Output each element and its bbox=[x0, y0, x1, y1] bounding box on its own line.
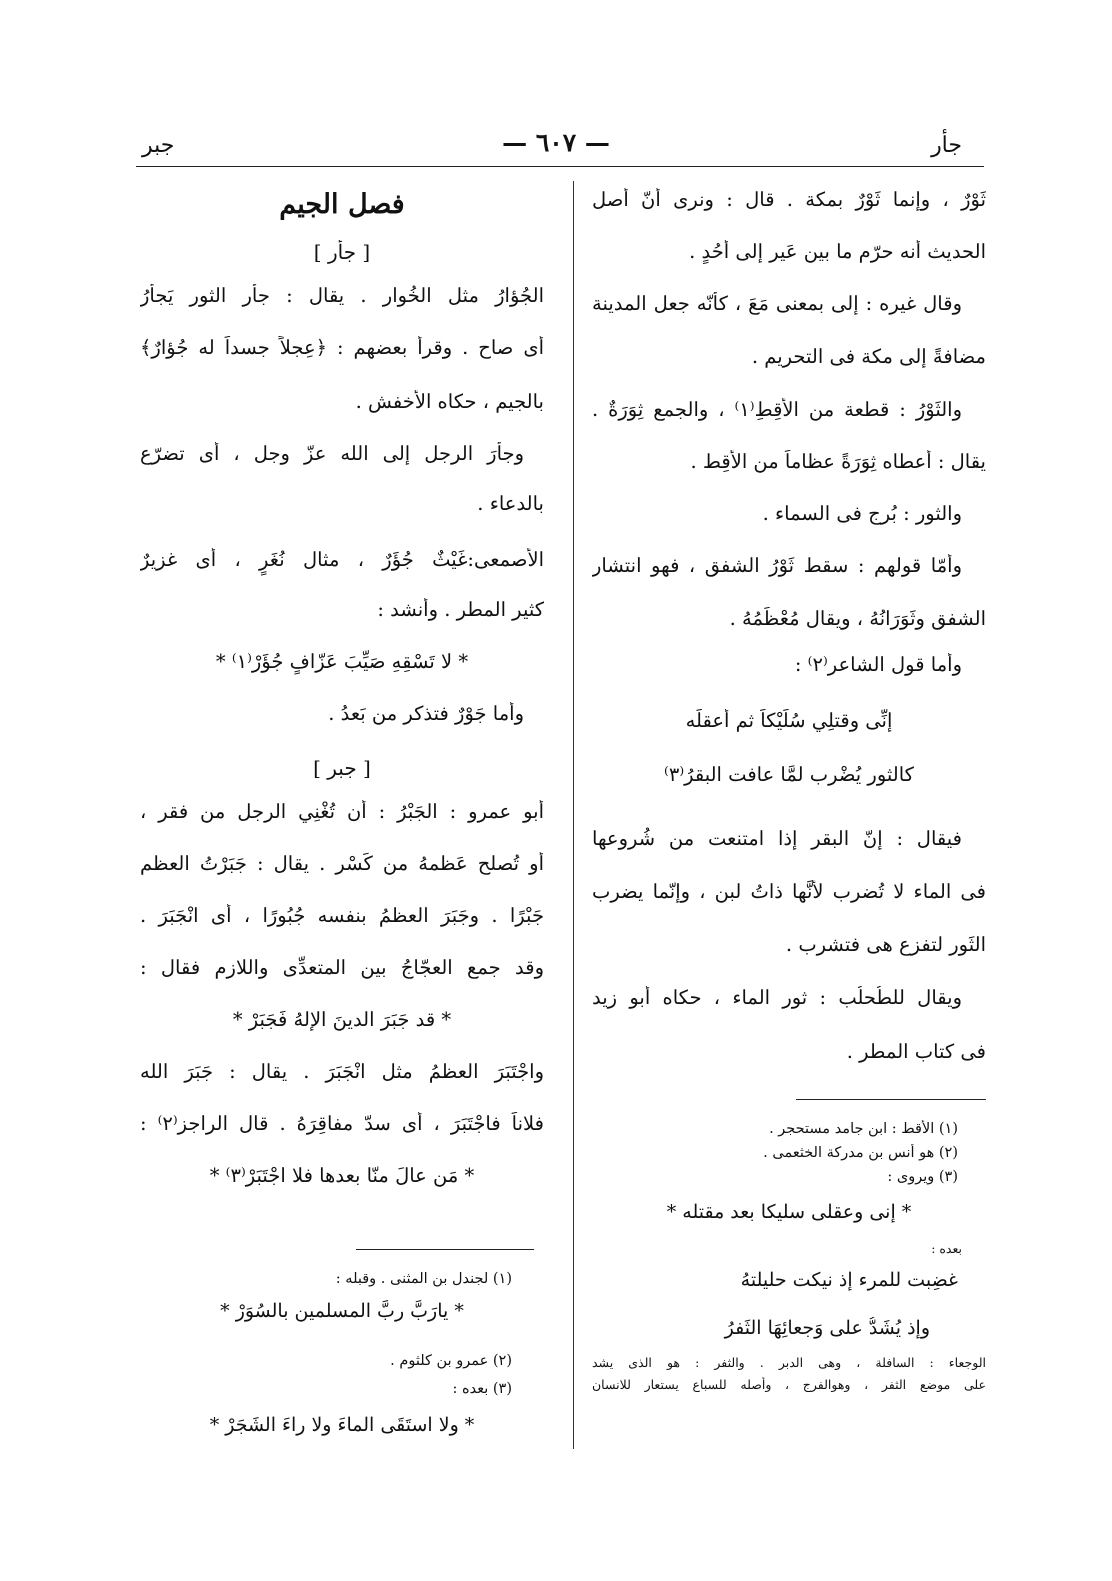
footnote: الوجعاء : السافلة ، وهى الدبر . والثفر : هو الذى يشد bbox=[592, 1355, 986, 1370]
text-line: والثَوْرُ : قطعة من الأَقِطِ⁽١⁾ ، والجمع ثِوَرَةٌ . bbox=[592, 398, 962, 421]
text-line: بالدعاء . bbox=[477, 492, 544, 515]
text-line: أو تُصلح عَظمهُ من كَسْر . يقال : جَبَرْتُ العظم bbox=[140, 852, 544, 875]
text-line: ثَوْرٌ ، وإنما ثَوْرٌ بمكة . قال : ونرى أنّ أصل bbox=[592, 188, 986, 211]
footnote-verse: * إنى وعقلى سليكا بعد مقتله * bbox=[666, 1201, 912, 1223]
text-line: ويقال للطُحلُب : ثور الماء ، حكاه أبو زيد bbox=[592, 986, 962, 1009]
text-line: الجُؤارُ مثل الخُوار . يقال : جأر الثور يَجأَرُ bbox=[140, 284, 544, 307]
text-line: والثور : بُرج فى السماء . bbox=[762, 502, 962, 525]
running-header-left: جبر bbox=[142, 133, 175, 158]
text-line: الشفق وثَوَرَانُهُ ، ويقال مُعْظَمُهُ . bbox=[729, 607, 986, 630]
footnote-rule bbox=[356, 1249, 534, 1250]
text-line: وجأَرَ الرجل إلى الله عزّ وجل ، أى تضرّع bbox=[140, 442, 524, 465]
text-line: جَبْرًا . وجَبَرَ العظمُ بنفسه جُبُورًا ، أى انْجَبَرَ . bbox=[140, 904, 544, 927]
left-footnotes bbox=[140, 1270, 544, 1454]
text-line: الثَور لتفزع هى فتشرب . bbox=[785, 933, 986, 956]
verse-line: * قد جَبَرَ الدينَ الإلهُ فَجَبَرْ * bbox=[232, 1008, 452, 1031]
footnote: بعده : bbox=[931, 1241, 962, 1256]
entry-headword: [ جبر ] bbox=[313, 756, 371, 780]
footnote-verse: غضِبت للمرء إذ نيكت حليلتهُ bbox=[740, 1269, 958, 1291]
text-line: الأصمعى:غَيْثٌ جُؤَرٌ ، مثال نُغَرٍ ، أى غزيرٌ bbox=[140, 548, 544, 571]
footnote: (١) الأقط : ابن جامد مستحجر . bbox=[769, 1121, 958, 1137]
verse-line: * مَن عالَ منّا بعدها فلا اجْتَبَرْ⁽٣⁾ * bbox=[209, 1164, 475, 1187]
text-line: وأمّا قولهم : سقط ثَوْرُ الشفق ، فهو انتشار bbox=[592, 554, 962, 577]
text-line: فلاناً فاجْتَبَرَ ، أى سدّ مفاقِرَهُ . قال الراجز⁽٢⁾ : bbox=[140, 1112, 544, 1135]
text-line: الحديث أنه حرّم ما بين عَير إلى أُحُدٍ . bbox=[689, 240, 986, 263]
text-line: وقد جمع العجّاجُ بين المتعدِّى واللازم فقال : bbox=[140, 956, 544, 979]
header-rule bbox=[136, 166, 984, 167]
section-title: فصل الجيم bbox=[279, 189, 405, 220]
text-line: وأما جَوْرٌ فتذكر من بَعدُ . bbox=[328, 702, 524, 725]
footnote: على موضع الثفر ، وهوالفرج ، وأصله للسباع يستعار للانسان bbox=[592, 1377, 986, 1392]
verse-line: كالثور يُضْرب لمَّا عافت البقرُ⁽٣⁾ bbox=[664, 763, 914, 786]
verse-line: * لا تَسْقِهِ صَيِّبَ عَزّافٍ جُؤَرْ⁽١⁾ * bbox=[215, 650, 469, 673]
footnote: (١) لجندل بن المثنى . وقبله : bbox=[335, 1271, 512, 1287]
text-line: أى صاح . وقرأ بعضهم : ﴿عِجلاً جسداً له جُؤارٌ﴾ bbox=[140, 336, 544, 359]
text-line: بالجيم ، حكاه الأخفش . bbox=[355, 390, 544, 413]
text-line: واجْتَبَرَ العظمُ مثل انْجَبَرَ . يقال : جَبَرَ الله bbox=[140, 1060, 544, 1083]
footnote: (٣) بعده : bbox=[452, 1381, 512, 1397]
text-line: يقال : أعطاه ثِوَرَةً عظاماً من الأقِط . bbox=[690, 450, 986, 473]
text-line: وأما قول الشاعر⁽٢⁾ : bbox=[794, 653, 962, 676]
page-number: — ٦٠٧ — bbox=[502, 128, 610, 157]
running-header-right: جأر bbox=[931, 133, 962, 158]
footnote: (٣) ويروى : bbox=[887, 1169, 958, 1185]
right-footnotes bbox=[592, 1120, 986, 1399]
text-line: وقال غيره : إلى بمعنى مَعَ ، كأنّه جعل المدينة bbox=[592, 292, 962, 315]
right-column bbox=[592, 188, 986, 1086]
text-line: فى كتاب المطر . bbox=[846, 1040, 986, 1063]
footnote: (٢) هو أنس بن مدركة الخثعمى . bbox=[763, 1145, 958, 1161]
column-divider bbox=[573, 181, 574, 1449]
footnote-rule bbox=[796, 1099, 986, 1100]
entry-headword: [ جأر ] bbox=[313, 240, 371, 264]
verse-line: إنِّى وقتلِي سُلَيْكاً ثم أعقلَه bbox=[685, 709, 893, 732]
text-line: أبو عمرو : الجَبْرُ : أن تُغْنِي الرجل من فقر ، bbox=[140, 800, 544, 823]
text-line: مضافةً إلى مكة فى التحريم . bbox=[751, 345, 986, 368]
footnote-verse: * يارَبَّ ربَّ المسلمين بالسُوَرْ * bbox=[220, 1300, 464, 1322]
footnote-verse: * ولا استَقَى الماءَ ولا راءَ الشَجَرْ * bbox=[209, 1414, 475, 1436]
footnote: (٢) عمرو بن كلثوم . bbox=[390, 1353, 512, 1369]
text-line: كثير المطر . وأنشد : bbox=[377, 598, 544, 621]
text-line: فيقال : إنّ البقر إذا امتنعت من شُروعها bbox=[592, 827, 962, 850]
text-line: فى الماء لا تُضرب لأنَّها ذاتُ لبن ، وإنّما يضرب bbox=[592, 880, 986, 903]
left-column bbox=[140, 188, 544, 1214]
footnote-verse: وإذ يُشَدُّ على وَجعائِهَا الثَفرُ bbox=[724, 1317, 930, 1339]
